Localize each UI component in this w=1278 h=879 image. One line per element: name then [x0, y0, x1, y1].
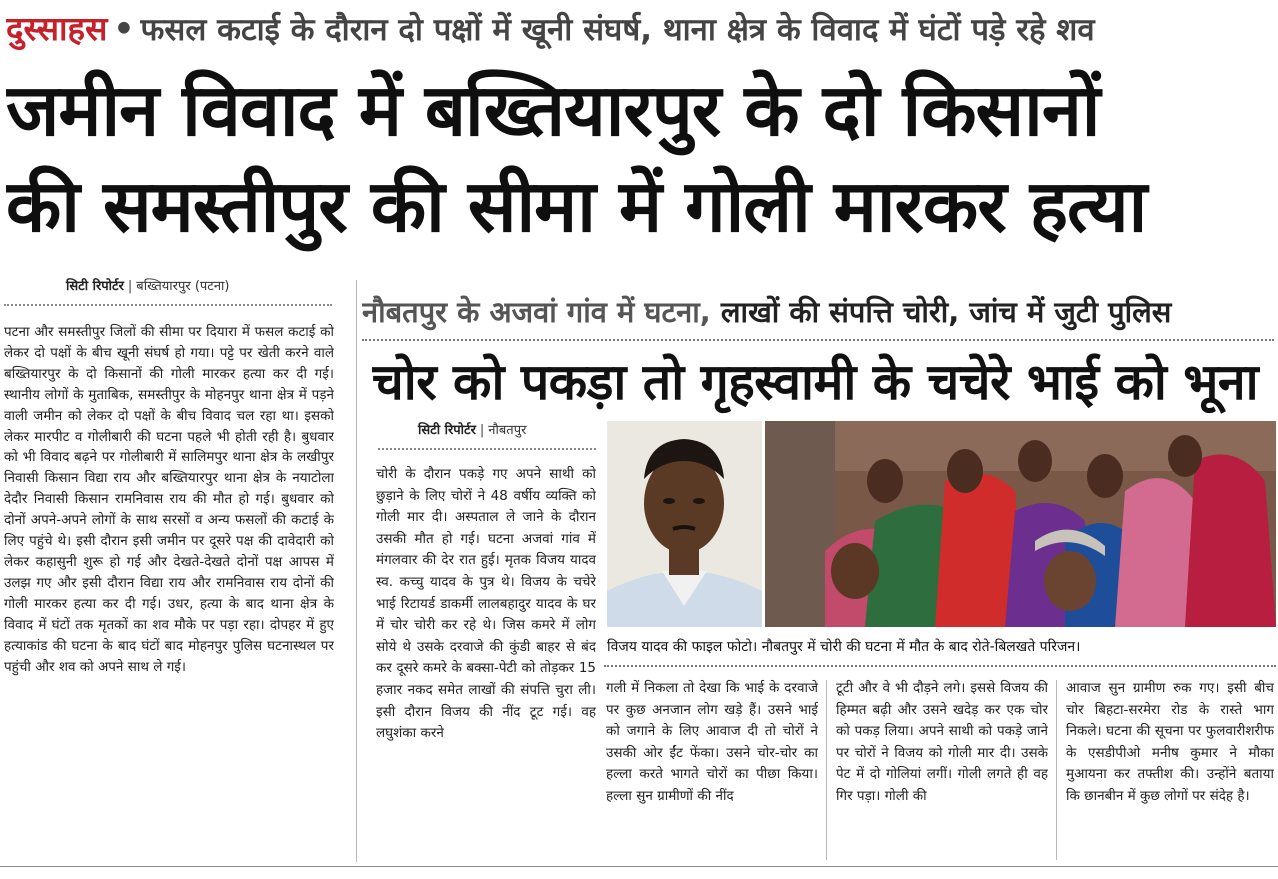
kicker-line	[6, 4, 1272, 54]
left-dotted-divider	[4, 304, 332, 306]
right-story-column-3: टूटी और वे भी दौड़ने लगे। इससे विजय की हिम्मत बढ़ी और उसने खदेड़ कर एक चोर को पकड़ लिया। अपने साथी को पकड़े जाने पर चोरों ने विजय को गोली मार दी। उसके पेट में दो गोलियां लगीं। गोली लगते ही वह गिर पड़ा। गोली की	[836, 680, 1048, 804]
right-byline	[418, 422, 526, 440]
right-kicker-detail: लाखों की संपत्ति चोरी, जांच में जुटी पुलिस	[720, 295, 1172, 329]
left-byline-place: बख्तियारपुर (पटना)	[136, 279, 230, 294]
caption-divider	[604, 665, 1276, 667]
right-kicker-location: नौबतपुर के अजवां गांव में घटना,	[362, 295, 711, 329]
kicker-text: फसल कटाई के दौरान दो पक्षों में खूनी संघर्ष, थाना क्षेत्र के विवाद में घंटों पड़े रहे शव	[140, 12, 1095, 48]
mourners-photo	[765, 421, 1276, 627]
kicker-tag: दुस्साहस	[6, 9, 108, 48]
left-byline-separator: |	[127, 279, 133, 294]
column-divider	[356, 280, 357, 862]
left-byline	[66, 278, 229, 296]
right-story-column-4: आवाज सुन ग्रामीण रुक गए। इसी बीच चोर बिहटा-सरमेरा रोड के रास्ते भाग निकले। घटना की सूचना पर फुलवारीशरीफ के एसडीपीओ मनीष कुमार ने मौका मुआयना कर तफ्तीश की। उन्होंने बताया कि छानबीन में कुछ लोगों पर संदेह है।	[1066, 680, 1274, 804]
right-story-column-2: गली में निकला तो देखा कि भाई के दरवाजे पर कुछ अनजान लोग खड़े हैं। उसने भाई को जगाने के लिए आवाज दी तो चोरों ने उसकी ओर ईंट फेंका। उसने चोर-चोर का हल्ला करते भागते चोरों का पीछा किया। हल्ला सुन ग्रामीणों की नींद	[606, 680, 818, 804]
main-headline	[6, 62, 1272, 254]
right-headline: चोर को पकड़ा तो गृहस्वामी के चचेरे भाई को भूना	[372, 353, 1259, 411]
mourners-illustration	[765, 421, 1276, 627]
main-headline-line-2: की समस्तीपुर की सीमा में गोली मारकर हत्या	[6, 164, 1147, 248]
kicker-bullet: •	[113, 9, 135, 48]
right-kicker	[362, 292, 1274, 332]
right-kicker-divider	[362, 339, 1274, 341]
right-byline-reporter: सिटी रिपोर्टर	[418, 423, 476, 438]
portrait-photo	[607, 421, 762, 627]
page-bottom-rule	[0, 866, 1278, 867]
column-divider-2	[826, 680, 827, 860]
left-byline-reporter: सिटी रिपोर्टर	[66, 279, 124, 294]
left-story-body: पटना और समस्तीपुर जिलों की सीमा पर दियारा में फसल कटाई को लेकर दो पक्षों के बीच खूनी संघर्ष हो गया। पट्टे पर खेती करने वाले बख्तियारपुर के दो किसानों की गोली मारकर हत्या कर दी गई। स्थानीय लोगों के मुताबिक, समस्तीपुर के मोहनपुर थाना क्षेत्र में पड़ने वाली जमीन को लेकर दो पक्षों के बीच विवाद चल रहा था। इसको लेकर मारपीट व गोलीबारी की घटना पहले भी होती रही है। बुधवार को भी विवाद बढ़ने पर गोलीबारी में सालिमपुर थाना क्षेत्र के लखीपुर निवासी किसान विद्या राय और बख्तियारपुर थाना क्षेत्र के नयाटोला देदौर निवासी किसान रामनिवास राय की मौत हो गई। बुधवार को दोनों अपने-अपने लोगों के साथ सरसों व अन्य फसलों की कटाई के लिए पहुंचे थे। इसी दौरान इसी जमीन पर दूसरे पक्ष की दावेदारी को लेकर कहासुनी शुरू हो गई और देखते-देखते दोनों पक्ष आपस में उलझ गए और इसी दौरान विद्या राय और रामनिवास राय दोनों की गोली मारकर हत्या कर दी गई। उधर, हत्या के बाद थाना क्षेत्र के विवाद में घंटों तक मृतकों का शव मौके पर पड़ा रहा। दोपहर में हुए हत्याकांड की घटना के बाद घंटों बाद मोहनपुर पुलिस घटनास्थल पर पहुंची और शव को अपने साथ ले गई।	[4, 324, 334, 675]
right-story-column-1: चोरी के दौरान पकड़े गए अपने साथी को छुड़ाने के लिए चोरों ने 48 वर्षीय व्यक्ति को गोली मार दी। अस्पताल ले जाने के दौरान उसकी मौत हो गई। घटना अजवां गांव में मंगलवार की देर रात हुई। मृतक विजय यादव स्व. कच्चु यादव के पुत्र थे। विजय के चचेरे भाई रिटायर्ड डाकर्मी लालबहादुर यादव के घर में चोर चोरी कर रहे थे। जिस कमरे में लोग सोये थे उसके दरवाजे की कुंडी बाहर से बंद कर दूसरे कमरे के बक्सा-पेटी को तोड़कर 15 हजार नकद समेत लाखों की संपत्ति चुरा ली। इसी दौरान विजय की नींद टूट गई। वह लघुशंका करने	[376, 466, 596, 742]
portrait-illustration	[607, 421, 762, 627]
photo-caption: विजय यादव की फाइल फोटो। नौबतपुर में चोरी की घटना में मौत के बाद रोते-बिलखते परिजन।	[607, 639, 1081, 655]
right-byline-place: नौबतपुर	[488, 423, 527, 438]
right-dotted-divider	[378, 448, 596, 450]
right-byline-separator: |	[479, 423, 485, 438]
column-divider-3	[1056, 680, 1057, 860]
main-headline-line-1: जमीन विवाद में बख्तियारपुर के दो किसानों	[6, 68, 1100, 152]
